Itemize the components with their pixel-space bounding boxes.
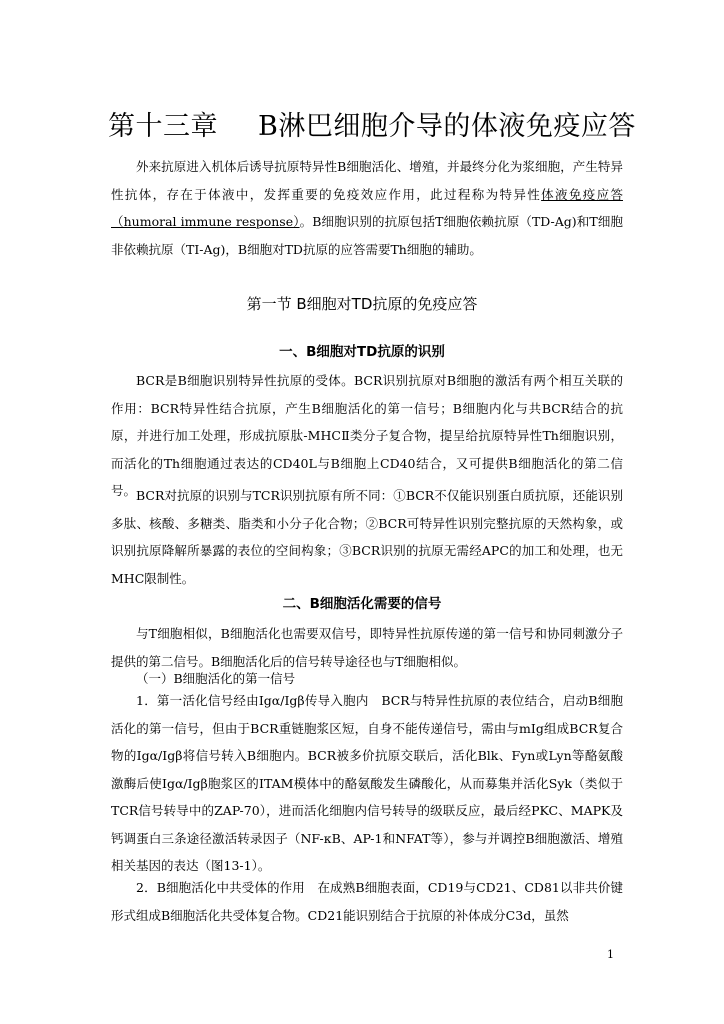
intro-term-link: 体液免疫应答（humoral immune response） bbox=[111, 186, 623, 229]
chapter-number: 第十三章 bbox=[108, 111, 218, 142]
chapter-title bbox=[108, 104, 668, 143]
subsection1-paragraph-1: BCR是B细胞识别特异性抗原的受体。BCR识别抗原对B细胞的激活有两个相互关联的作用：BCR特异性结合抗原，产生B细胞活化的第一信号；B细胞内化与共BCR结合的抗原，并进行加工处理，形成抗原肽-MHCⅡ类分子复合物，提呈给抗原特异性Th细胞识别，而活化的Th细胞通过表达的CD40L与B细胞上CD40结合，又可提供B细胞活化的第二信号。 bbox=[111, 373, 623, 498]
section-title: 第一节 B细胞对TD抗原的免疫应答 bbox=[246, 295, 478, 313]
intro-text-after: 。B细胞识别的抗原包括T细胞依赖抗原（TD-Ag)和T细胞非依赖抗原（TI-Ag)，B细胞对TD抗原的应答需要Th细胞的辅助。 bbox=[111, 214, 623, 257]
chapter-name: B淋巴细胞介导的体液免疫应答 bbox=[258, 111, 636, 142]
page-number: 1 bbox=[607, 948, 614, 961]
subsection1-paragraph-2: BCR对抗原的识别与TCR识别抗原有所不同：①BCR不仅能识别蛋白质抗原，还能识别多肽、核酸、多糖类、脂类和小分子化合物；②BCR可特异性识别完整抗原的天然构象，或识别抗原降解所暴露的表位的空间构象；③BCR识别的抗原无需经APC的加工和处理，也无MHC限制性。 bbox=[111, 488, 623, 586]
subsection2-paragraph: 与T细胞相似，B细胞活化也需要双信号，即特异性抗原传递的第一信号和协同刺激分子提供的第二信号。B细胞活化后的信号转导途径也与T细胞相似。 bbox=[111, 626, 623, 669]
subsection-title-1: 一、B细胞对TD抗原的识别 bbox=[279, 344, 445, 360]
signal1-paragraph: 1．第一活化信号经由Igα/Igβ传导入胞内 BCR与特异性抗原的表位结合，启动B细胞活化的第一信号，但由于BCR重链胞浆区短，自身不能传递信号，需由与mIg组成BCR复合物的Igα/Igβ将信号转入B细胞内。BCR被多价抗原交联后，活化Blk、Fyn或Lyn等酪氨酸激酶后使Igα/Igβ胞浆区的ITAM模体中的酪氨酸发生磷酸化，从而募集并活化Syk（类似于TCR信号转导中的ZAP-70），进而活化细胞内信号转导的级联反应，最后经PKC、MAPK及钙调蛋白三条途径激活转录因子（NF-κB、AP-1和NFAT等），参与并调控B细胞激活、增殖相关基因的表达（图13-1）。 bbox=[111, 693, 623, 873]
signal2-paragraph: 2．B细胞活化中共受体的作用 在成熟B细胞表面，CD19与CD21、CD81以非共价键形式组成B细胞活化共受体复合物。CD21能识别结合于抗原的补体成分C3d，虽然 bbox=[111, 880, 623, 923]
subsection-title-2: 二、B细胞活化需要的信号 bbox=[282, 596, 442, 612]
intro-text-before: 外来抗原进入机体后诱导抗原特异性B细胞活化、增殖，并最终分化为浆细胞，产生特异性抗体，存在于体液中，发挥重要的免疫效应作用，此过程称为特异性 bbox=[111, 159, 623, 202]
sub-item-heading: （一）B细胞活化的第一信号 bbox=[136, 671, 296, 686]
intro-paragraph bbox=[111, 153, 623, 263]
